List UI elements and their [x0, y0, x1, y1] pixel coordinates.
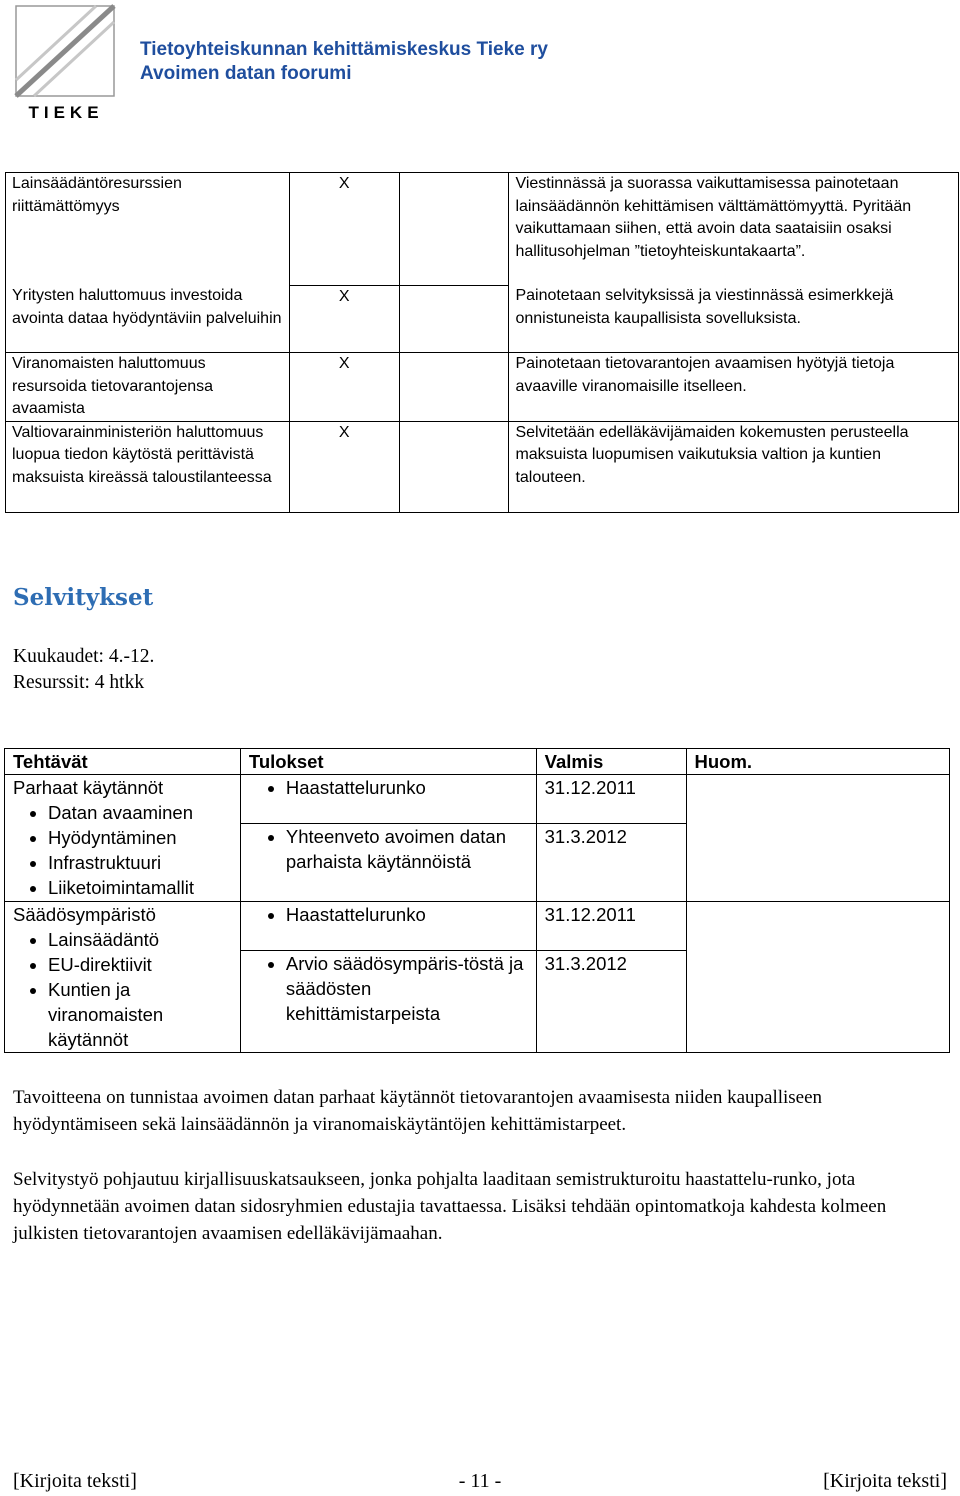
paragraph-goal: Tavoitteena on tunnistaa avoimen datan parhaat käytännöt tietovarantojen avaamisesta niiden kaupalliseen hyödyntämiseen sekä lainsäädännön ja viranomaiskäytäntöjen kehittämistarpeet. [13, 1087, 823, 1135]
result-item: • Arvio säädösympäris-töstä ja säädösten kehittämistarpeista [286, 951, 528, 1026]
risk-table [5, 172, 959, 513]
list-item: • Lainsäädäntö [48, 927, 232, 952]
logo-text: TIEKE [28, 103, 104, 122]
footer-right: [Kirjoita teksti] [823, 1470, 947, 1492]
table-row [6, 285, 959, 353]
result-cell [240, 902, 536, 951]
forum-name: Avoimen datan foorumi [140, 63, 352, 84]
table-header-row [5, 749, 950, 775]
page-footer [13, 1470, 947, 1493]
header-cell: Tehtävät [5, 749, 241, 775]
date-cell: 31.3.2012 [536, 951, 686, 1053]
mark-cell: X [289, 421, 399, 512]
mark-cell: X [289, 353, 399, 422]
footer-left: [Kirjoita teksti] [13, 1470, 137, 1492]
note-cell [686, 902, 949, 1053]
list-item: • Infrastruktuuri [48, 850, 232, 875]
table-row [6, 421, 959, 512]
org-header [140, 38, 548, 86]
list-item: • Hyödyntäminen [48, 825, 232, 850]
table-row [6, 353, 959, 422]
section-meta [13, 644, 154, 696]
date-cell: 31.3.2012 [536, 824, 686, 902]
header-cell: Tulokset [240, 749, 536, 775]
task-cell [5, 902, 241, 1053]
resources-text: Resurssit: 4 htkk [13, 672, 145, 693]
list-item: • Datan avaaminen [48, 800, 232, 825]
empty-cell [399, 173, 509, 286]
risk-cell: Viranomaisten haluttomuus resursoida tietovarantojensa avaamista [6, 353, 290, 422]
list-item: • Kuntien ja viranomaisten käytännöt [48, 977, 232, 1052]
risk-cell: Yritysten haluttomuus investoida avointa dataa hyödyntäviin palveluihin [6, 285, 290, 353]
org-name: Tietoyhteiskunnan kehittämiskeskus Tieke ry [140, 39, 548, 60]
measure-cell: Viestinnässä ja suorassa vaikuttamisessa painotetaan lainsäädännön kehittämisen välttämättömyyttä. Pyritään vaikuttamaan siihen, että avoin data saataisiin osaksi hallitusohjelman ”tietoyhteiskuntakaarta”. [509, 173, 959, 286]
months-text: Kuukaudet: 4.-12. [13, 646, 155, 667]
paragraph-method: Selvitystyö pohjautuu kirjallisuuskatsaukseen, jonka pohjalta laaditaan semistrukturoitu haastattelu-runko, jota hyödynnetään avoimen datan sidosryhmien edustajia tavattaessa. Lisäksi tehdään opintomatkoja kahdesta kolmeen julkisten tietovarantojen avaamisen edelläkävijämaahan. [13, 1169, 887, 1244]
empty-cell [399, 421, 509, 512]
task-list [13, 800, 232, 900]
header-cell: Huom. [686, 749, 949, 775]
measure-cell: Painotetaan selvityksissä ja viestinnässä esimerkkejä onnistuneista kaupallisista sovelluksista. [509, 285, 959, 353]
task-cell [5, 775, 241, 902]
task-table [4, 748, 950, 1053]
risk-cell: Lainsäädäntöresurssien riittämättömyys [6, 173, 290, 286]
result-item: • Haastattelurunko [286, 902, 528, 927]
date-cell: 31.12.2011 [536, 902, 686, 951]
result-cell [240, 775, 536, 824]
empty-cell [399, 353, 509, 422]
page-number: - 11 - [458, 1470, 502, 1492]
note-cell [686, 775, 949, 902]
mark-cell: X [289, 285, 399, 353]
empty-cell [399, 285, 509, 353]
task-title: Parhaat käytännöt [13, 777, 164, 798]
list-item: • Liiketoimintamallit [48, 875, 232, 900]
result-cell [240, 951, 536, 1053]
list-item: • EU-direktiivit [48, 952, 232, 977]
task-list [13, 927, 232, 1052]
result-cell [240, 824, 536, 902]
date-cell: 31.12.2011 [536, 775, 686, 824]
table-row [5, 775, 950, 824]
result-item: • Haastattelurunko [286, 775, 528, 800]
measure-cell: Painotetaan tietovarantojen avaamisen hyötyjä tietoja avaaville viranomaisille itselleen. [509, 353, 959, 422]
risk-cell: Valtiovarainministeriön haluttomuus luopua tiedon käytöstä perittävistä maksuista kireässä taloustilanteessa [6, 421, 290, 512]
tieke-logo [14, 4, 118, 124]
mark-cell: X [289, 173, 399, 286]
task-title: Säädösympäristö [13, 904, 156, 925]
header-cell: Valmis [536, 749, 686, 775]
measure-cell: Selvitetään edelläkävijämaiden kokemusten perusteella maksuista luopumisen vaikutuksia valtion ja kuntien talouteen. [509, 421, 959, 512]
section-heading: Selvitykset [13, 584, 154, 611]
result-item: • Yhteenveto avoimen datan parhaista käytännöistä [286, 824, 528, 874]
table-row [5, 902, 950, 951]
table-row [6, 173, 959, 286]
